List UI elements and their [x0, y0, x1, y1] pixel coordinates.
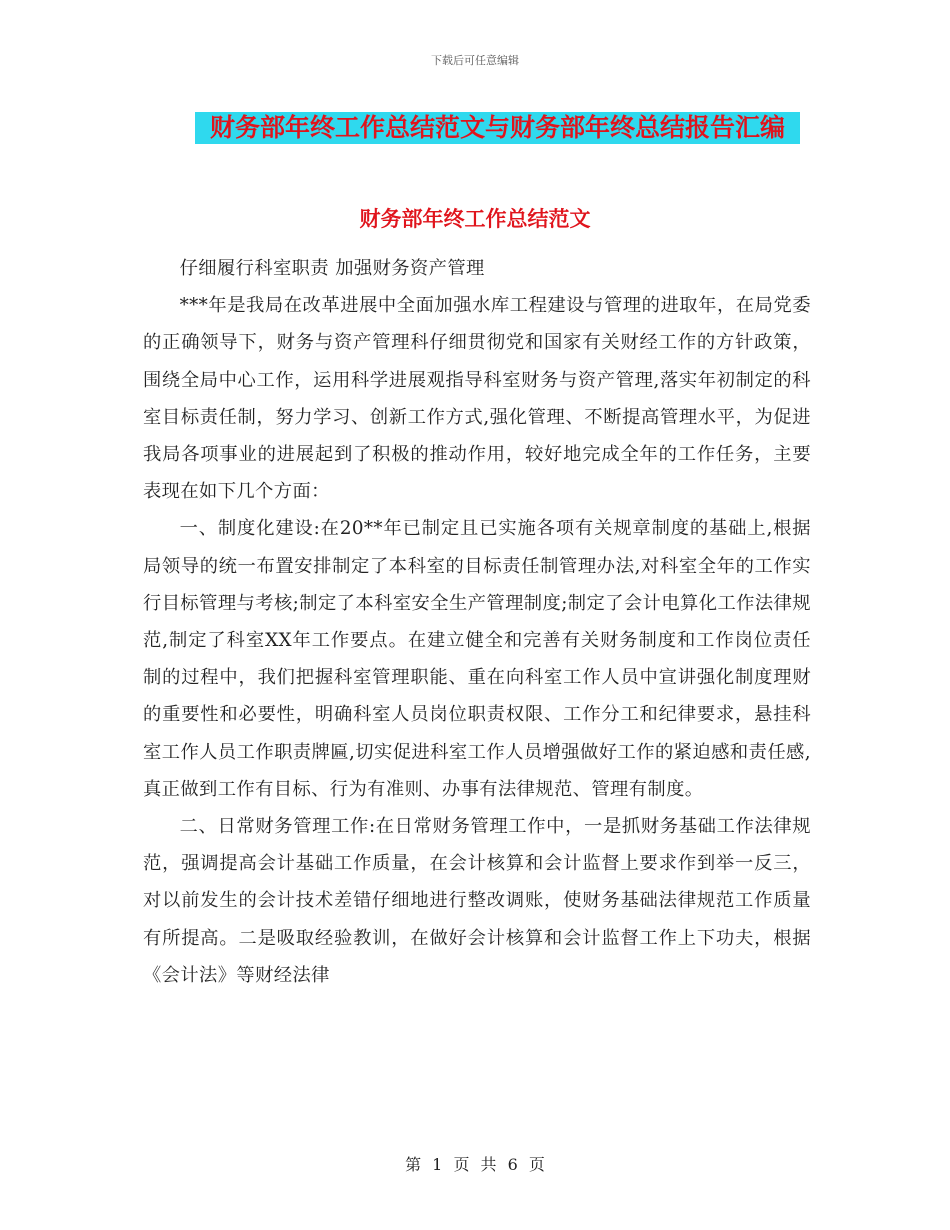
document-body	[143, 250, 811, 994]
page-footer: 第 1 页 共 6 页	[405, 1155, 545, 1174]
paragraph-section-two: 二、日常财务管理工作:在日常财务管理工作中，一是抓财务基础工作法律规范，强调提高会计基础工作质量，在会计核算和会计监督上要求作到举一反三，对以前发生的会计技术差错仔细地进行整改调账，使财务基础法律规范工作质量有所提高。二是吸取经验教训，在做好会计核算和会计监督工作上下功夫，根据《会计法》等财经法律	[143, 816, 811, 986]
header-note: 下载后可任意编辑	[431, 54, 519, 67]
document-title: 财务部年终工作总结范文与财务部年终总结报告汇编	[195, 112, 800, 144]
paragraph-heading: 仔细履行科室职责 加强财务资产管理	[179, 258, 485, 279]
paragraph-intro: ***年是我局在改革进展中全面加强水库工程建设与管理的进取年，在局党委的正确领导下，财务与资产管理科仔细贯彻党和国家有关财经工作的方针政策，围绕全局中心工作，运用科学进展观指导科室财务与资产管理,落实年初制定的科室目标责任制，努力学习、创新工作方式,强化管理、不断提高管理水平，为促进我局各项事业的进展起到了积极的推动作用，较好地完成全年的工作任务，主要表现在如下几个方面：	[143, 295, 811, 503]
section-title: 财务部年终工作总结范文	[359, 207, 591, 231]
paragraph-section-one: 一、制度化建设:在20**年已制定且已实施各项有关规章制度的基础上,根据局领导的统一布置安排制定了本科室的目标责任制管理办法,对科室全年的工作实行目标管理与考核;制定了本科室安全生产管理制度;制定了会计电算化工作法律规范,制定了科室XX年工作要点。在建立健全和完善有关财务制度和工作岗位责任制的过程中，我们把握科室管理职能、重在向科室工作人员中宣讲强化制度理财的重要性和必要性，明确科室人员岗位职责权限、工作分工和纪律要求，悬挂科室工作人员工作职责牌匾,切实促进科室工作人员增强做好工作的紧迫感和责任感,真正做到工作有目标、行为有准则、办事有法律规范、管理有制度。	[143, 518, 811, 800]
